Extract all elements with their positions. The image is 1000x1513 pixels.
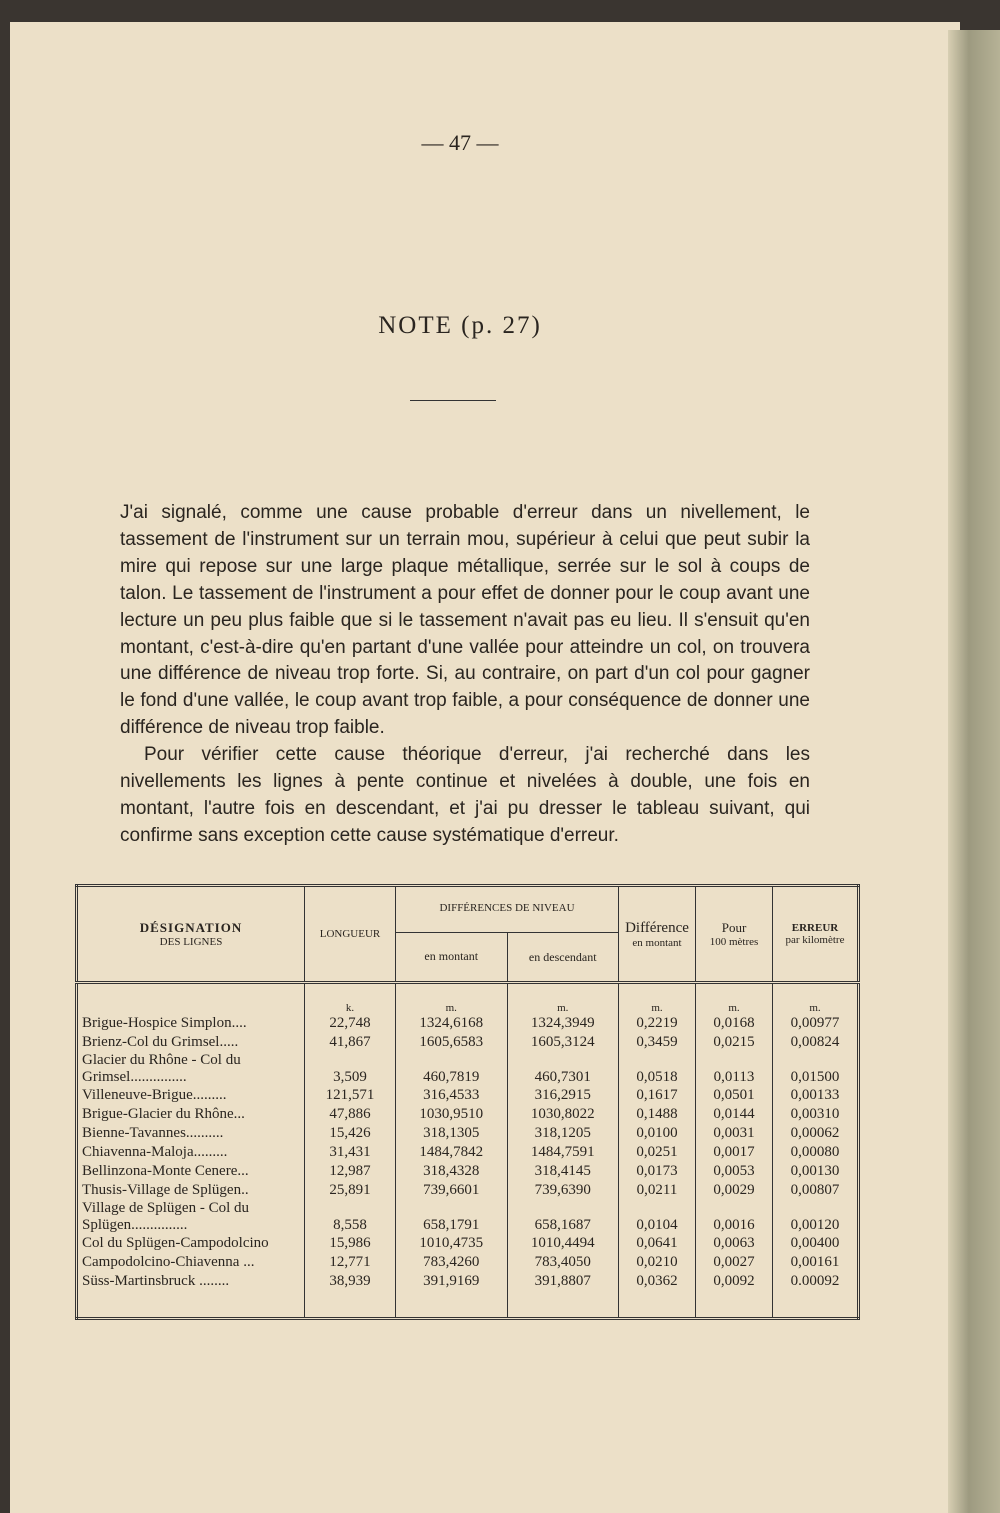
- table-row: [77, 1162, 859, 1181]
- table-row: [77, 1124, 859, 1143]
- cell: 41,867: [305, 1033, 396, 1052]
- page-edge: [948, 30, 1000, 1513]
- cell: 1605,3124: [507, 1033, 619, 1052]
- cell: 3,509: [305, 1052, 396, 1086]
- page-number: — 47 —: [421, 130, 499, 155]
- cell: 38,939: [305, 1272, 396, 1291]
- cell: 0,0641: [619, 1234, 696, 1253]
- col-difference: [619, 886, 696, 983]
- cell: 316,4533: [396, 1086, 508, 1105]
- header-designation: DÉSIGNATION: [139, 920, 243, 935]
- header-pour-sub: 100 mètres: [709, 936, 759, 948]
- cell: 0,3459: [619, 1033, 696, 1052]
- cell: 0,0211: [619, 1181, 696, 1200]
- table-row: [77, 1272, 859, 1291]
- cell: 783,4050: [507, 1253, 619, 1272]
- cell: m.: [619, 983, 696, 1015]
- cell: 15,986: [305, 1234, 396, 1253]
- header-erreur: ERREUR: [791, 922, 839, 934]
- row-name: Village de Splügen - Col du Splügen...............: [82, 1200, 249, 1233]
- table-row: [77, 1200, 859, 1234]
- cell: 31,431: [305, 1143, 396, 1162]
- cell: 0,00080: [773, 1143, 859, 1162]
- cell: 1324,3949: [507, 1014, 619, 1033]
- cell: 22,748: [305, 1014, 396, 1033]
- row-name: Bellinzona-Monte Cenere...: [82, 1163, 249, 1179]
- row-name: Thusis-Village de Splügen..: [82, 1182, 249, 1198]
- cell: 1030,8022: [507, 1105, 619, 1124]
- cell: 0,0017: [696, 1143, 773, 1162]
- col-erreur: [773, 886, 859, 983]
- cell: 0,0362: [619, 1272, 696, 1291]
- cell: 0.00092: [773, 1272, 859, 1291]
- header-designation-sub: DES LIGNES: [159, 936, 223, 948]
- header-en-descendant: en descendant: [507, 933, 619, 981]
- cell: 121,571: [305, 1086, 396, 1105]
- table-row: [77, 1052, 859, 1086]
- cell: 8,558: [305, 1200, 396, 1234]
- cell: 0,0100: [619, 1124, 696, 1143]
- cell: 316,2915: [507, 1086, 619, 1105]
- row-name: Glacier du Rhône - Col du Grimsel...............: [82, 1052, 241, 1085]
- cell: 0,00120: [773, 1200, 859, 1234]
- cell: 47,886: [305, 1105, 396, 1124]
- cell: 0,0168: [696, 1014, 773, 1033]
- header-difference: Différence: [625, 919, 689, 936]
- cell: 0,0063: [696, 1234, 773, 1253]
- cell: 1484,7842: [396, 1143, 508, 1162]
- cell: 0,0501: [696, 1086, 773, 1105]
- cell: 0,1488: [619, 1105, 696, 1124]
- cell: 0,1617: [619, 1086, 696, 1105]
- col-designation: [77, 886, 305, 983]
- cell: 783,4260: [396, 1253, 508, 1272]
- table-row: [77, 1143, 859, 1162]
- page-title: NOTE (p. 27): [378, 312, 542, 339]
- row-name: Brienz-Col du Grimsel.....: [82, 1034, 239, 1050]
- header-longueur: LONGUEUR: [305, 886, 396, 983]
- cell: 0,0210: [619, 1253, 696, 1272]
- table-row: [77, 1234, 859, 1253]
- divider: [410, 400, 496, 401]
- cell: 658,1687: [507, 1200, 619, 1234]
- cell: 0,0104: [619, 1200, 696, 1234]
- cell: 0,0031: [696, 1124, 773, 1143]
- cell: m.: [696, 983, 773, 1015]
- table-padding: [77, 1291, 859, 1319]
- cell: 739,6390: [507, 1181, 619, 1200]
- row-name: Campodolcino-Chiavenna ...: [82, 1254, 255, 1270]
- cell: 0,00807: [773, 1181, 859, 1200]
- cell: m.: [396, 983, 508, 1015]
- cell: 0,0092: [696, 1272, 773, 1291]
- cell: 0,00161: [773, 1253, 859, 1272]
- cell: 15,426: [305, 1124, 396, 1143]
- cell: 25,891: [305, 1181, 396, 1200]
- col-pour: [696, 886, 773, 983]
- cell: 0,0113: [696, 1052, 773, 1086]
- cell: 0,00977: [773, 1014, 859, 1033]
- paragraph-1: J'ai signalé, comme une cause probable d'erreur dans un nivellement, le tassement de l'instrument sur un terrain mou, supérieur à celui que peut subir la mire qui repose sur une large plaque métallique, serrée sur le sol à coups de talon. Le tassement de l'instrument a pour effet de donner pour le coup avant une lecture un peu plus faible que si le tassement n'avait pas eu lieu. Il s'ensuit qu'en montant, c'est-à-dire qu'en partant d'une vallée pour atteindre un col, on trouvera une différence de niveau trop forte. Si, au contraire, on part d'un col pour gagner le fond d'une vallée, le coup avant trop faible, a pour conséquence de donner une différence de niveau trop faible.: [120, 502, 810, 739]
- row-name: Chiavenna-Maloja.........: [82, 1144, 228, 1160]
- cell: 1484,7591: [507, 1143, 619, 1162]
- cell: 0,0029: [696, 1181, 773, 1200]
- units-row: [77, 983, 859, 1015]
- cell: 12,771: [305, 1253, 396, 1272]
- cell: 1605,6583: [396, 1033, 508, 1052]
- cell: 391,9169: [396, 1272, 508, 1291]
- cell: 0,00062: [773, 1124, 859, 1143]
- cell: 0,00824: [773, 1033, 859, 1052]
- cell: 0,00400: [773, 1234, 859, 1253]
- cell: 318,4145: [507, 1162, 619, 1181]
- cell: 318,1205: [507, 1124, 619, 1143]
- cell: m.: [507, 983, 619, 1015]
- cell: 0,00310: [773, 1105, 859, 1124]
- cell: 0,0518: [619, 1052, 696, 1086]
- data-table: [75, 884, 860, 1320]
- table-row: [77, 1086, 859, 1105]
- table-row: [77, 1181, 859, 1200]
- cell: 12,987: [305, 1162, 396, 1181]
- cell: m.: [773, 983, 859, 1015]
- header-difference-sub: en montant: [632, 936, 682, 949]
- cell: 318,1305: [396, 1124, 508, 1143]
- cell: 1010,4735: [396, 1234, 508, 1253]
- cell: 0,00130: [773, 1162, 859, 1181]
- row-name: Brigue-Glacier du Rhône...: [82, 1106, 245, 1122]
- row-name: Brigue-Hospice Simplon....: [82, 1015, 247, 1031]
- cell: 1010,4494: [507, 1234, 619, 1253]
- cell: 460,7301: [507, 1052, 619, 1086]
- cell: 0,0053: [696, 1162, 773, 1181]
- cell: 0,0251: [619, 1143, 696, 1162]
- table-row: [77, 1105, 859, 1124]
- header-erreur-sub: par kilomètre: [785, 934, 845, 946]
- cell: 0,2219: [619, 1014, 696, 1033]
- cell: 0,00133: [773, 1086, 859, 1105]
- paragraph-2: Pour vérifier cette cause théorique d'erreur, j'ai recherché dans les nivellements les lignes à pente continue et nivelées à double, une fois en montant, l'autre fois en descendant, et j'ai pu dresser le tableau suivant, qui confirme sans exception cette cause systématique d'erreur.: [120, 744, 810, 846]
- body-text: [120, 500, 810, 850]
- cell: 0,0016: [696, 1200, 773, 1234]
- cell: 0,01500: [773, 1052, 859, 1086]
- header-en-montant: en montant: [424, 949, 479, 963]
- cell: 318,4328: [396, 1162, 508, 1181]
- row-name: Bienne-Tavannes..........: [82, 1125, 224, 1141]
- cell: 658,1791: [396, 1200, 508, 1234]
- cell: 460,7819: [396, 1052, 508, 1086]
- row-name: [77, 983, 305, 1015]
- table-row: [77, 1033, 859, 1052]
- row-name: Süss-Martinsbruck ........: [82, 1273, 230, 1289]
- header-pour: Pour: [721, 920, 747, 935]
- cell: 1324,6168: [396, 1014, 508, 1033]
- col-differences: [396, 886, 619, 983]
- cell: 0,0027: [696, 1253, 773, 1272]
- table-row: [77, 1253, 859, 1272]
- cell: 0,0144: [696, 1105, 773, 1124]
- header-diff-niveau: DIFFÉRENCES DE NIVEAU: [396, 888, 618, 933]
- cell: 1030,9510: [396, 1105, 508, 1124]
- cell: 391,8807: [507, 1272, 619, 1291]
- row-name: Col du Splügen-Campodolcino: [82, 1235, 269, 1251]
- table-row: [77, 1014, 859, 1033]
- cell: k.: [305, 983, 396, 1015]
- cell: 739,6601: [396, 1181, 508, 1200]
- cell: 0,0215: [696, 1033, 773, 1052]
- row-name: Villeneuve-Brigue.........: [82, 1087, 227, 1103]
- cell: 0,0173: [619, 1162, 696, 1181]
